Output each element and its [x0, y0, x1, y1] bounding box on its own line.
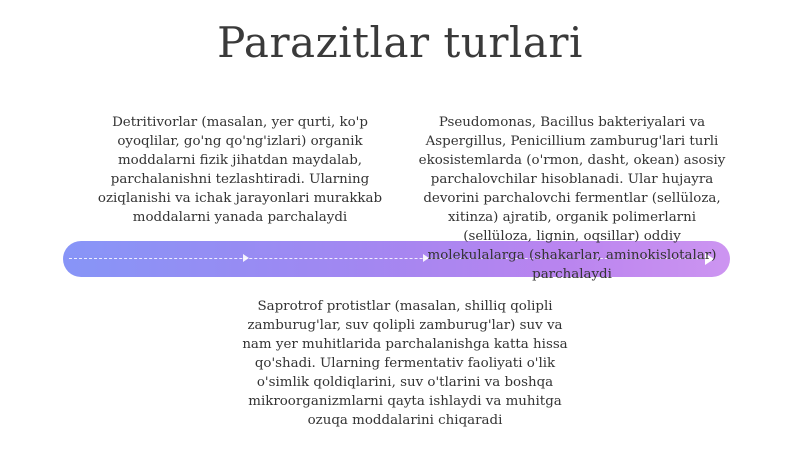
- timeline-tick-icon: [243, 254, 249, 262]
- text-block-detritivores: Detritivorlar (masalan, yer qurti, ko'p oyoqlilar, go'ng qo'ng'izlari) organik moddalarni fizik jihatdan maydalab, parchalanishni tezlashtiradi. Ularning oziqlanishi va ichak jarayonlari murakkab moddalarni yanada parchalaydi: [97, 115, 383, 225]
- slide-title: Parazitlar turlari: [217, 18, 583, 67]
- text-block-protists: Saprotrof protistlar (masalan, shilliq qolipli zamburug'lar, suv qolipli zamburug'lar) suv va nam yer muhitlarida parchalanishga katta hissa qo'shadi. Ularning fermentativ faoliyati o'lik o'simlik qoldiqlarini, suv o'tlarini va boshqa mikroorganizmlarni qayta ishlaydi va muhitga ozuqa moddalarini chiqaradi: [242, 299, 568, 428]
- text-block-bacteria-fungi: Pseudomonas, Bacillus bakteriyalari va Aspergillus, Penicillium zamburug'lari turli ekosistemlarda (o'rmon, dasht, okean) asosiy parchalovchilar hisoblanadi. Ular hujayra devorini parchalovchi fermentlar (sellüloza, xitinza) ajratib, organik polimerlarni (sellüloza, lignin, oqsillar) oddiy molekulalarga (shakarlar, aminokislotalar) parchalaydi: [418, 115, 726, 282]
